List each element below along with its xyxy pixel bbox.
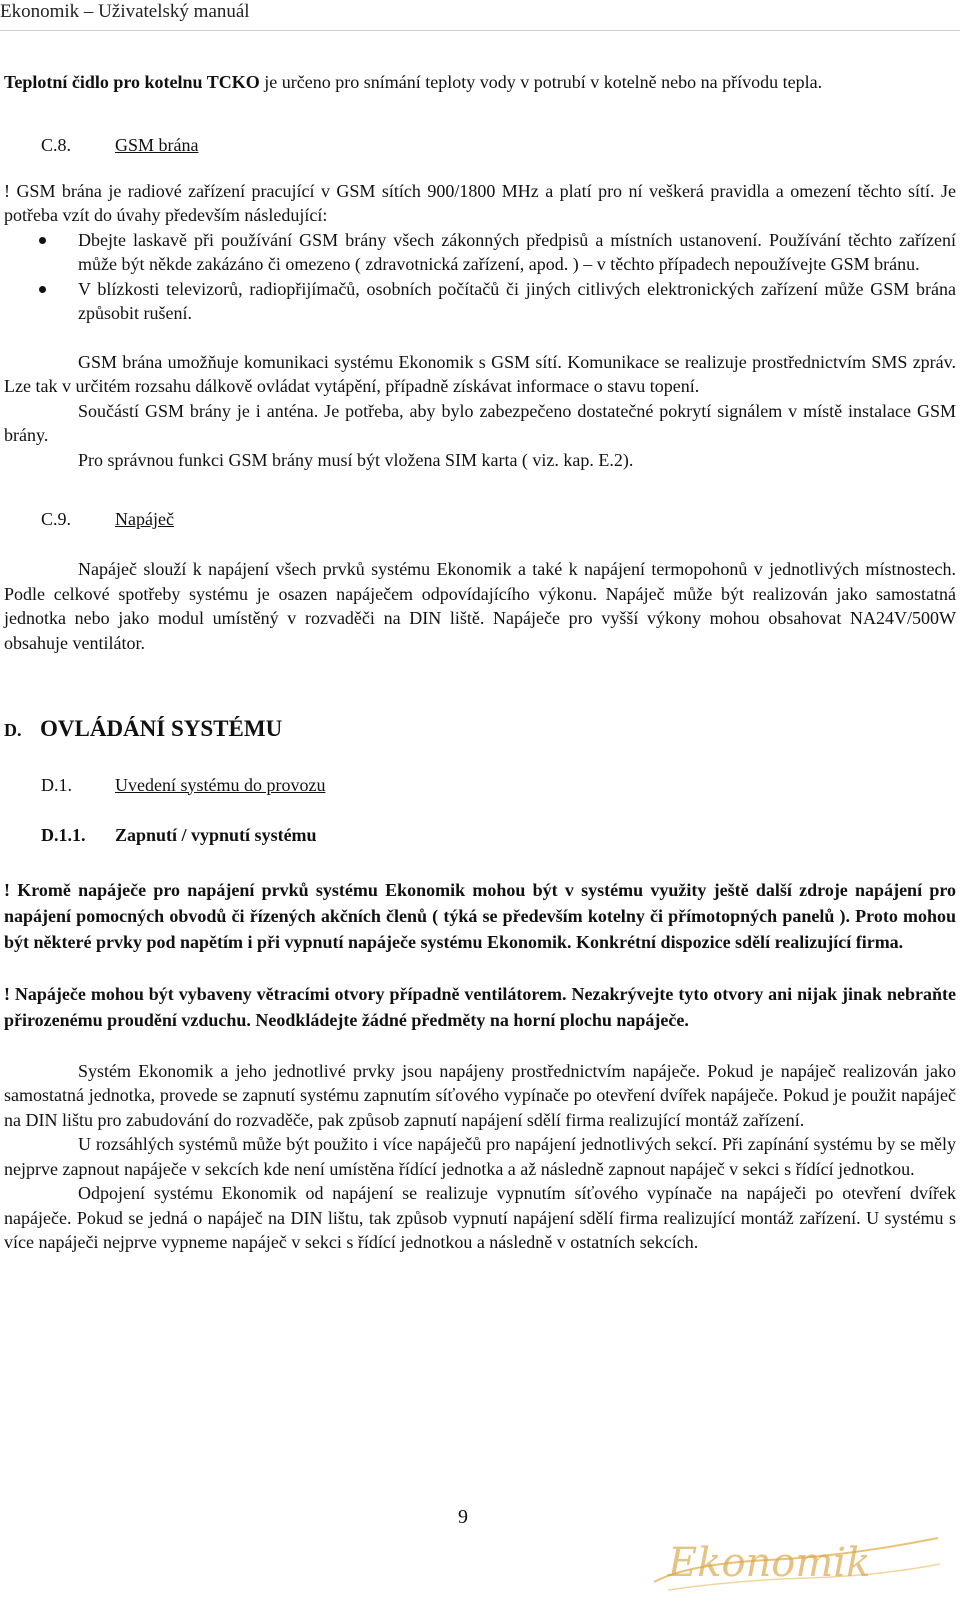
- section-c8-title: GSM brána: [115, 134, 199, 155]
- bullet-icon: [39, 237, 46, 244]
- ekonomik-logo: [648, 1524, 948, 1594]
- gsm-warning: ! GSM brána je radiové zařízení pracující v GSM sítích 900/1800 MHz a platí pro ní veškerá pravidla a omezení těchto sítí. Je potřeba vzít do úvahy především následující:: [4, 180, 956, 225]
- gsm-paragraph: Pro správnou funkci GSM brány musí být vložena SIM karta ( viz. kap. E.2).: [78, 449, 634, 470]
- intro-text: je určeno pro snímání teploty vody v potrubí v kotelně nebo na přívodu tepla.: [259, 72, 823, 92]
- operation-paragraph: Systém Ekonomik a jeho jednotlivé prvky jsou napájeny prostřednictvím napáječe. Pokud je napáječ realizován jako samostatná jednotka, provede se zapnutí systému zapnutím síťového vypínače po otevření dvířek napáječe. Pokud je použit napáječ na DIN lištu pro zabudování do rozvaděče, pak způsob zapnutí napájení sdělí firma realizující montáž zařízení.: [4, 1060, 956, 1130]
- section-d11-title: Zapnutí / vypnutí systému: [115, 824, 317, 845]
- intro-bold-term: Teplotní čidlo pro kotelnu TCKO: [4, 72, 260, 92]
- list-item: [4, 277, 956, 326]
- logo-text: Ekonomik: [668, 1540, 871, 1586]
- power-warning-1: ! Kromě napáječe pro napájení prvků systému Ekonomik mohou být v systému využity ještě další zdroje napájení pro napájení pomocných obvodů či řízených akčních členů ( týká se především kotelny či přímotopných panelů ). Proto mohou být některé prvky pod napětím i při vypnutí napáječe systému Ekonomik. Konkrétní dispozice sdělí realizující firma.: [4, 879, 956, 952]
- header-divider: [0, 30, 960, 31]
- power-supply-paragraph: Napáječ slouží k napájení všech prvků systému Ekonomik a také k napájení termopohonů v jednotlivých místnostech. Podle celkové spotřeby systému je osazen napáječem odpovídajícího výkonu. Napáječ může být realizován jako samostatná jednotka nebo jako modul umístěný v rozvaděči na DIN liště. Napáječe pro vyšší výkony mohou obsahovat NA24V/500W obsahuje ventilátor.: [4, 559, 956, 653]
- operation-paragraph: Odpojení systému Ekonomik od napájení se realizuje vypnutím síťového vypínače na napáječi po otevření dvířek napáječe. Pokud se jedná o napáječ na DIN lištu, tak způsob vypnutí napájení sdělí firma realizující montáž zařízení. U systému s více napáječi nejprve vypneme napáječ v sekci s řídící jednotkou a následně v ostatních sekcích.: [4, 1183, 956, 1252]
- page-header: Ekonomik – Uživatelský manuál: [0, 1, 250, 22]
- gsm-bullet-list: [4, 228, 956, 326]
- list-item-text: Dbejte laskavě při používání GSM brány všech zákonných předpisů a místních ustanovení. Používání těchto zařízení může být někde zakázáno či omezeno ( zdravotnická zařízení, apod. ) – v těchto případech nepoužívejte GSM bránu.: [78, 229, 956, 274]
- section-c9-title: Napáječ: [115, 509, 174, 529]
- gsm-paragraph: Součástí GSM brány je i anténa. Je potřeba, aby bylo zabezpečeno dostatečné pokrytí signálem v místě instalace GSM brány.: [4, 400, 956, 445]
- section-d-heading: [4, 717, 956, 743]
- page-number: 9: [458, 1506, 468, 1528]
- section-d11-number: D.1.1.: [41, 824, 86, 845]
- list-item-text: V blízkosti televizorů, radiopřijímačů, osobních počítačů či jiných citlivých elektronických zařízení může GSM brána způsobit rušení.: [78, 278, 956, 323]
- section-c8-heading: [4, 133, 956, 157]
- section-d1-number: D.1.: [41, 774, 72, 795]
- section-c9-number: C.9.: [41, 509, 72, 529]
- gsm-paragraph: GSM brána umožňuje komunikaci systému Ekonomik s GSM sítí. Komunikace se realizuje prostřednictvím SMS zpráv. Lze tak v určitém rozsahu dálkově ovládat vytápění, případně získávat informace o stavu topení.: [4, 351, 956, 396]
- section-d11-heading: [4, 823, 956, 847]
- document-body: [4, 70, 956, 1255]
- section-d1-heading: [4, 773, 956, 797]
- intro-paragraph: [4, 70, 956, 95]
- section-d-number: D.: [4, 720, 22, 740]
- power-warning-2: ! Napáječe mohou být vybaveny větracími otvory případně ventilátorem. Nezakrývejte tyto otvory ani nijak jinak nebraňte přirozenému proudění vzduchu. Neodkládejte žádné předměty na horní plochu napáječe.: [4, 983, 956, 1030]
- section-c9-heading: [4, 507, 956, 531]
- section-c8-number: C.8.: [41, 134, 72, 155]
- list-item: [4, 228, 956, 277]
- bullet-icon: [39, 286, 46, 293]
- section-d-title: OVLÁDÁNÍ SYSTÉMU: [40, 716, 283, 741]
- operation-paragraph: U rozsáhlých systémů může být použito i více napáječů pro napájení jednotlivých sekcí. Při zapínání systému by se měly nejprve zapnout napáječe v sekcích kde není umístěna řídící jednotka a až následně zapnout napáječ v sekci s řídící jednotkou.: [4, 1134, 956, 1179]
- section-d1-title: Uvedení systému do provozu: [115, 774, 326, 795]
